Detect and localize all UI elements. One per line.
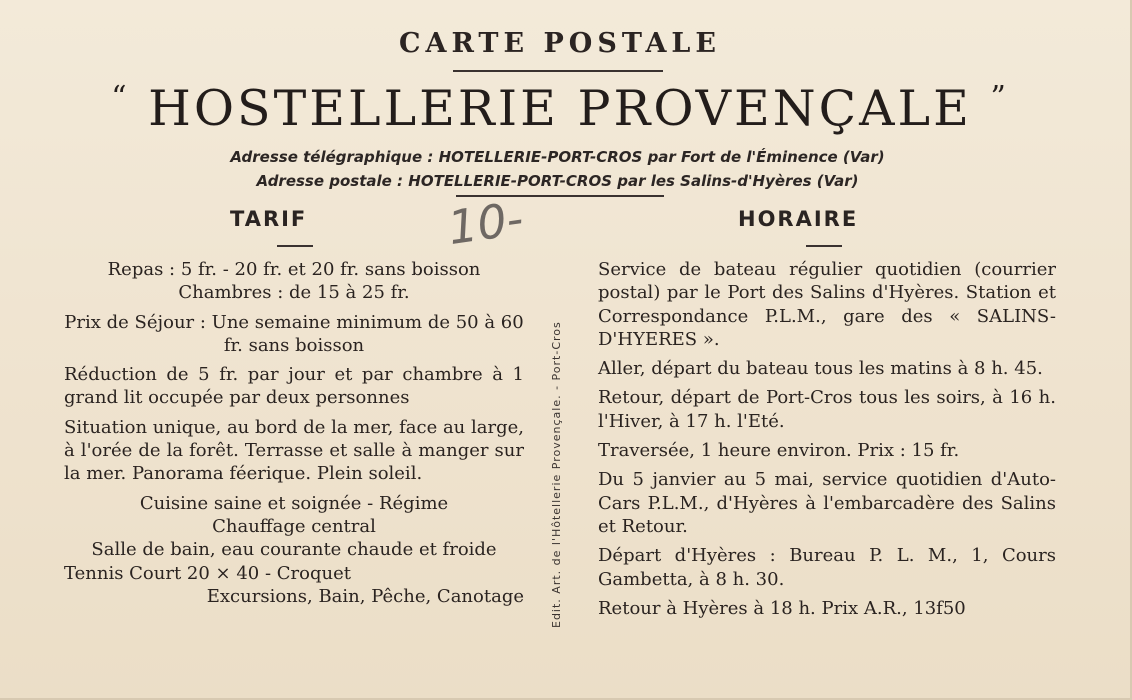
carte-postale-title: CARTE POSTALE	[399, 28, 721, 59]
tarif-dash	[277, 245, 313, 247]
tarif-heading: TARIF	[230, 207, 308, 231]
horaire-traversee: Traversée, 1 heure environ. Prix : 15 fr.	[598, 440, 960, 462]
tarif-situation: Situation unique, au bord de la mer, face au large, à l'orée de la forêt. Terrasse et salle à manger sur la mer. Panorama féerique. Plein soleil.	[64, 416, 524, 485]
telegraphic-address: Adresse télégraphique : HOTELLERIE-PORT-CROS par Fort de l'Éminence (Var)	[230, 148, 885, 166]
horaire-aller: Aller, départ du bateau tous les matins à 8 h. 45.	[598, 358, 1043, 380]
tarif-tennis: Tennis Court 20 × 40 - Croquet	[64, 562, 351, 584]
horaire-retour: Retour, départ de Port-Cros tous les soirs, à 16 h. l'Hiver, à 17 h. l'Eté.	[598, 387, 1056, 432]
horaire-janvier: Du 5 janvier au 5 mai, service quotidien d'Auto-Cars P.L.M., d'Hyères à l'embarcadère des Salins et Retour.	[598, 469, 1056, 537]
tarif-bain: Salle de bain, eau courante chaude et froide	[91, 539, 497, 561]
pencil-price-mark: 10-	[444, 191, 527, 255]
horaire-column	[598, 258, 1056, 626]
horaire-heading: HORAIRE	[738, 207, 859, 231]
tarif-chauffage: Chauffage central	[212, 515, 376, 537]
tarif-sejour: Prix de Séjour : Une semaine minimum de 50 à 60 fr. sans boisson	[64, 311, 524, 356]
tarif-cuisine: Cuisine saine et soignée - Régime	[139, 492, 449, 514]
vertical-publisher-credit: Edit. Art. de l'Hôtellerie Provençale. - Port-Cros	[550, 321, 563, 628]
horaire-depart: Départ d'Hyères : Bureau P. L. M., 1, Cours Gambetta, à 8 h. 30.	[598, 545, 1056, 590]
tarif-repas-line: Repas : 5 fr. - 20 fr. et 20 fr. sans boisson	[107, 259, 481, 280]
quote-open: “	[111, 80, 130, 115]
tarif-cuisine-block	[64, 492, 524, 539]
quote-close: ”	[990, 80, 1009, 115]
title-rule	[453, 70, 663, 72]
horaire-retour-hyeres: Retour à Hyères à 18 h. Prix A.R., 13f50	[598, 597, 966, 619]
tarif-tennis-block	[64, 562, 524, 609]
horaire-service: Service de bateau régulier quotidien (courrier postal) par le Port des Salins d'Hyères. Station et Correspondance P.L.M., gare des « SALINS-D'HYERES ».	[598, 259, 1056, 350]
tarif-repas	[64, 258, 524, 305]
horaire-dash	[806, 245, 842, 247]
tarif-column	[64, 258, 524, 608]
tarif-chambres-line: Chambres : de 15 à 25 fr.	[178, 282, 410, 304]
hotel-name-text: HOSTELLERIE PROVENÇALE	[148, 80, 972, 137]
postal-address: Adresse postale : HOTELLERIE-PORT-CROS par les Salins-d'Hyères (Var)	[256, 172, 859, 190]
tarif-excursions: Excursions, Bain, Pêche, Canotage	[206, 585, 524, 607]
tarif-reduction: Réduction de 5 fr. par jour et par chambre à 1 grand lit occupée par deux personnes	[64, 364, 524, 409]
hotel-name	[0, 80, 1120, 137]
